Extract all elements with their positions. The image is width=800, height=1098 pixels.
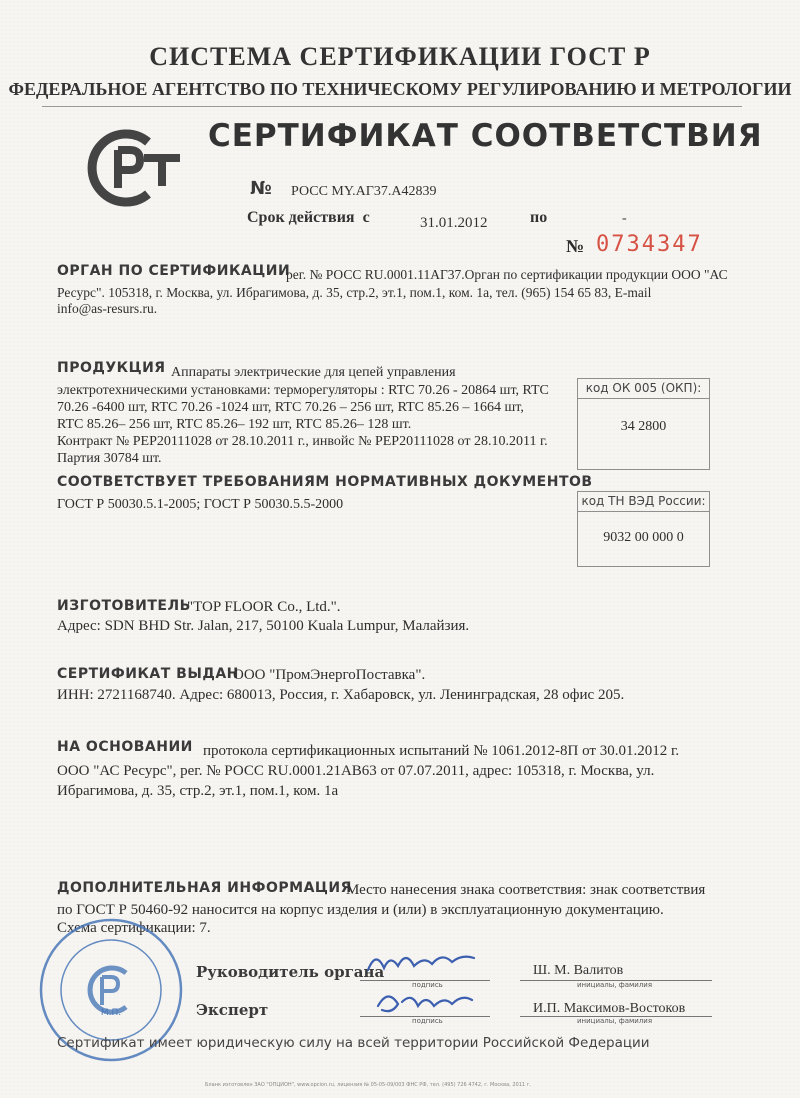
serial-sign: № [566,236,585,256]
additional-info-line1: Место нанесения знака соответствия: знак соответствия [346,882,706,898]
header-divider [42,106,742,107]
certification-body-line1: рег. № РОСС RU.0001.11АГ37.Орган по сертификации продукции ООО "АС [286,267,728,282]
printer-imprint: Бланк изготовлен ЗАО "ОПЦИОН", www.opcion.ru, лицензия № 05-05-09/003 ФНС РФ, тел. (495) 726 4742, г. Москва, 2011 г. [205,1082,531,1088]
head-signature-caption: подпись [412,981,443,989]
expert-name-caption: инициалы, фамилия [577,1017,653,1025]
okp-code-box [577,378,710,470]
basis-line3: Ибрагимова, д. 35, стр.2, эт.1, пом.1, ком. 1а [57,783,339,799]
basis-line2: ООО "АС Ресурс", рег. № РОСС RU.0001.21АВ63 от 07.07.2011, адрес: 105318, г. Москва, ул. [57,763,655,779]
manufacturer-address: Адрес: SDN BHD Str. Jalan, 217, 50100 Kuala Lumpur, Малайзия. [57,618,470,634]
product-line5: Контракт № PEP20111028 от 28.10.2011 г., инвойс № PEP20111028 от 28.10.2011 г. [57,434,548,449]
issued-to-details: ИНН: 2721168740. Адрес: 680013, Россия, г. Хабаровск, ул. Ленинградская, 28 офис 205. [57,687,625,703]
expert-signature-caption: подпись [412,1017,443,1025]
additional-info-line3: Схема сертификации: 7. [57,920,211,936]
additional-info-heading: ДОПОЛНИТЕЛЬНАЯ ИНФОРМАЦИЯ [57,880,352,896]
expert-signature-icon [368,984,488,1020]
tnved-code-value: 9032 00 000 0 [603,530,684,545]
valid-from-date: 31.01.2012 [420,215,488,231]
issued-to-heading: СЕРТИФИКАТ ВЫДАН [57,666,239,682]
issued-to-name: ООО "ПромЭнергоПоставка". [233,667,426,683]
tnved-code-box [577,491,710,567]
head-name-caption: инициалы, фамилия [577,981,653,989]
valid-to-date: - [622,211,627,226]
product-heading: ПРОДУКЦИЯ [57,360,166,376]
number-sign: № [250,178,272,199]
additional-info-line2: по ГОСТ Р 50460-92 наносится на корпус изделия и (или) в эксплуатационную документацию. [57,902,664,918]
registration-number: РОСС MY.АГ37.А42839 [291,184,437,199]
product-line6: Партия 30784 шт. [57,451,162,466]
expert-name: И.П. Максимов-Востоков [533,1001,686,1016]
okp-code-label: код ОК 005 (ОКП): [578,379,709,399]
head-signature-icon [362,944,482,980]
serial-number: 0734347 [596,232,703,257]
tnved-code-label: код ТН ВЭД России: [578,492,709,512]
validity-label: Срок действия с [247,209,370,226]
head-of-body-label: Руководитель органа [196,963,385,981]
certification-body-line3: info@as-resurs.ru. [57,301,158,316]
head-name: Ш. М. Валитов [533,963,624,978]
certificate-title: СЕРТИФИКАТ СООТВЕТСТВИЯ [208,118,763,154]
basis-heading: НА ОСНОВАНИИ [57,739,193,755]
compliance-heading: СООТВЕТСТВУЕТ ТРЕБОВАНИЯМ НОРМАТИВНЫХ ДОКУМЕНТОВ [57,474,593,490]
basis-line1: протокола сертификационных испытаний № 1061.2012-8П от 30.01.2012 г. [203,743,680,759]
gost-r-logo-icon [86,128,186,208]
compliance-standards: ГОСТ Р 50030.5.1-2005; ГОСТ Р 50030.5.5-2000 [57,497,344,512]
manufacturer-name: "TOP FLOOR Co., Ltd.". [187,599,341,615]
legal-footer: Сертификат имеет юридическую силу на всей территории Российской Федерации [57,1035,650,1051]
system-title: СИСТЕМА СЕРТИФИКАЦИИ ГОСТ Р [149,42,651,71]
manufacturer-heading: ИЗГОТОВИТЕЛЬ [57,598,191,614]
product-line4: RTC 85.26– 256 шт, RTC 85.26– 192 шт, RTC 85.26– 128 шт. [57,417,412,432]
validity-to-label: по [530,209,548,226]
expert-label: Эксперт [196,1001,269,1019]
certification-body-heading: ОРГАН ПО СЕРТИФИКАЦИИ [57,263,291,279]
product-line2: электротехническими установками: терморегуляторы : RTC 70.26 - 20864 шт, RTC [57,383,549,398]
product-line1: Аппараты электрические для цепей управления [171,365,456,380]
product-line3: 70.26 -6400 шт, RTC 70.26 -1024 шт, RTC 70.26 – 256 шт, RTC 85.26 – 1664 шт, [57,400,524,415]
seal-mp-text: М.П. [100,1008,122,1018]
certification-body-line2: Ресурс". 105318, г. Москва, ул. Ибрагимова, д. 35, стр.2, эт.1, пом.1, ком. 1а, тел. (965) 154 65 83, E-mail [57,285,652,300]
okp-code-value: 34 2800 [620,419,667,434]
agency-name: ФЕДЕРАЛЬНОЕ АГЕНТСТВО ПО ТЕХНИЧЕСКОМУ РЕГУЛИРОВАНИЮ И МЕТРОЛОГИИ [8,79,792,99]
